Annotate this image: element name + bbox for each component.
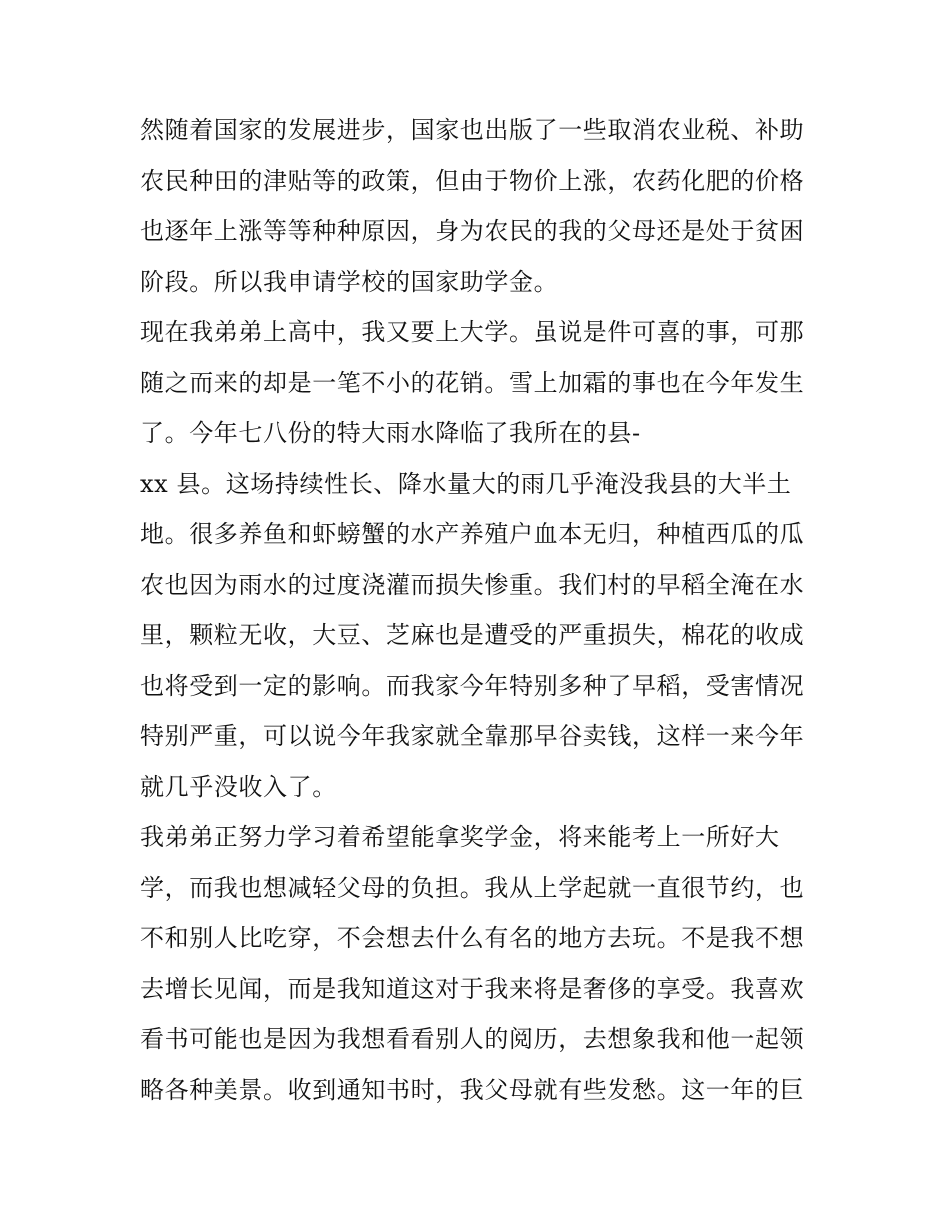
text-line: 里，颗粒无收，大豆、芝麻也是遭受的严重损失，棉花的收成 <box>140 621 805 649</box>
text-line: 特别严重，可以说今年我家就全靠那早谷卖钱，这样一来今年 <box>140 722 805 750</box>
text-line: 然随着国家的发展进步，国家也出版了一些取消农业税、补助 <box>140 116 805 144</box>
text-line: 农也因为雨水的过度浇灌而损失惨重。我们村的早稻全淹在水 <box>140 570 805 599</box>
text-line: 地。很多养鱼和虾螃蟹的水产养殖户血本无归，种植西瓜的瓜 <box>140 520 805 548</box>
body-text <box>140 105 820 1115</box>
text-line: 看书可能也是因为我想看看别人的阅历，去想象我和他一起领 <box>140 1025 805 1053</box>
text-line: 去增长见闻，而是我知道这对于我来将是奢侈的享受。我喜欢 <box>140 974 805 1003</box>
text-line: 我弟弟正努力学习着希望能拿奖学金，将来能考上一所好大 <box>140 823 780 851</box>
text-line: xx 县。这场持续性长、降水量大的雨几乎淹没我县的大半土 <box>140 469 792 498</box>
text-line: 也逐年上涨等等种种原因，身为农民的我的父母还是处于贫困 <box>140 217 805 245</box>
text-line: 了。今年七八份的特大雨水降临了我所在的县- <box>140 419 641 447</box>
text-line: 农民种田的津贴等的政策，但由于物价上涨，农药化肥的价格 <box>140 166 805 195</box>
text-line: 随之而来的却是一笔不小的花销。雪上加霜的事也在今年发生 <box>140 368 805 397</box>
text-line: 阶段。所以我申请学校的国家助学金。 <box>140 267 559 296</box>
text-line: 也将受到一定的影响。而我家今年特别多种了早稻，受害情况 <box>140 671 805 700</box>
text-line: 略各种美景。收到通知书时，我父母就有些发愁。这一年的巨 <box>140 1075 805 1104</box>
text-line: 现在我弟弟上高中，我又要上大学。虽说是件可喜的事，可那 <box>140 318 805 346</box>
text-line: 学，而我也想减轻父母的负担。我从上学起就一直很节约，也 <box>140 873 805 902</box>
text-line: 就几乎没收入了。 <box>140 772 337 801</box>
text-line: 不和别人比吃穿，不会想去什么有名的地方去玩。不是我不想 <box>140 924 805 952</box>
